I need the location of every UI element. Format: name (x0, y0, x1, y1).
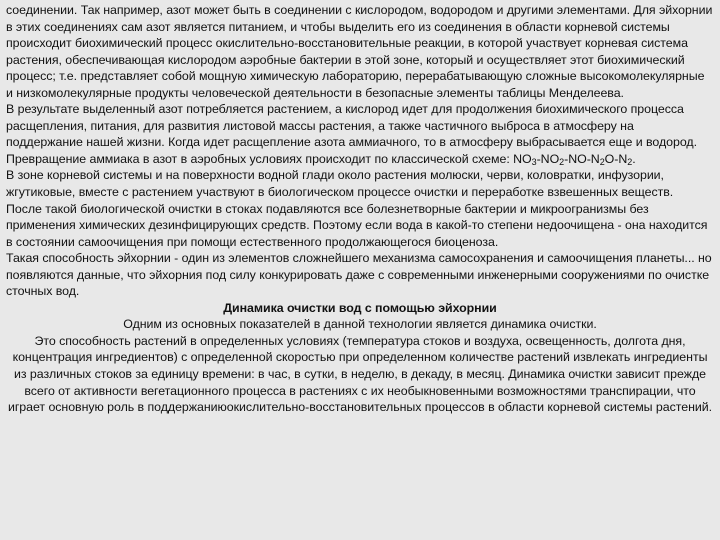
paragraph-root-zone: В зоне корневой системы и на поверхности водной глади около растения молюски, черви, коловратки, инфузории, жгутиковые, вместе с растением участвуют в биологическом процессе очистки и переработке взвешенных веществ. (6, 168, 674, 200)
nitrogen-formula: $NO_3-NO_2-NO-N_2O-N_2$. (513, 151, 636, 167)
section-heading: Динамика очистки вод с помощью эйхорнии (223, 300, 497, 315)
paragraph-biological-cleaning: После такой биологической очистки в стоках подавляются все болезнетворные бактерии и микроогранизмы без применения химических дезинфицирующих средств. Поэтому если вода в какой-то степени недоочищена - она находится в состоянии самоочищения при помощи естественного продолжающегося биоценоза. (6, 201, 708, 249)
paragraph-dynamics-definition: Это способность растений в определенных условиях (температура стоков и воздуха, освещенность, долгота дня, концентрация ингредиентов) с определенной скоростью при определенном количестве растений извлекать ингредиенты из различных стоков за единицу времени: в час, в сутки, в неделю, в декаду, в месяц. Динамика очистки зависит прежде всего от активности вегетационного процесса в растениях с их необыкновенными возможностями транспирации, что играет основную роль в поддержаниюокислительно-восстановительных процессов в области корневой системы растений. (7, 333, 713, 415)
paragraph-self-purification: Такая способность эйхорнии - один из элементов сложнейшего механизма самосохранения и самоочищения планеты... но появляются данные, что эйхорния под силу конкурировать даже с современными инженерными сооружениями по очистке сточных вод. (6, 251, 712, 299)
paragraph-nitrogen-compounds: соединении. Так например, азот может быть в соединении с кислородом, водородом и другими элементами. Для эйхорнии в этих соединениях сам азот является питанием, и чтобы выделить его из соединения в области корневой системы происходит биохимический процесс окислительно-восстановительные реакции, в которой участвует корневая система растения, обеспечивающая кислородом аэробные бактерии в этой зоне, который и осуществляет этот биохимический процесс; т.е. представляет собой мощную химическую лабораторию, перерабатывающую сложные высокомолекулярные и низкомолекулярные продукты человеческой деятельности в безопасные элементы таблицы Менделеева. (6, 3, 713, 100)
paragraph-dynamics-intro: Одним из основных показателей в данной технологии является динамика очистки. (123, 317, 597, 332)
paragraph-nitrogen-consumption-text: В результате выделенный азот потребляется растением, а кислород идет для продолжения биохимического процесса расщепления, питания, для развития листовой массы растения, а также частичного выброса в атмосферу на поддержание нашей жизни. Когда идет расщепление азота аммиачного, то в атмосферу выбрасывается еще и водород. Превращение аммиака в азот в аэробных условиях происходит по классической схеме: (6, 102, 698, 166)
paragraph-nitrogen-consumption (6, 101, 714, 167)
